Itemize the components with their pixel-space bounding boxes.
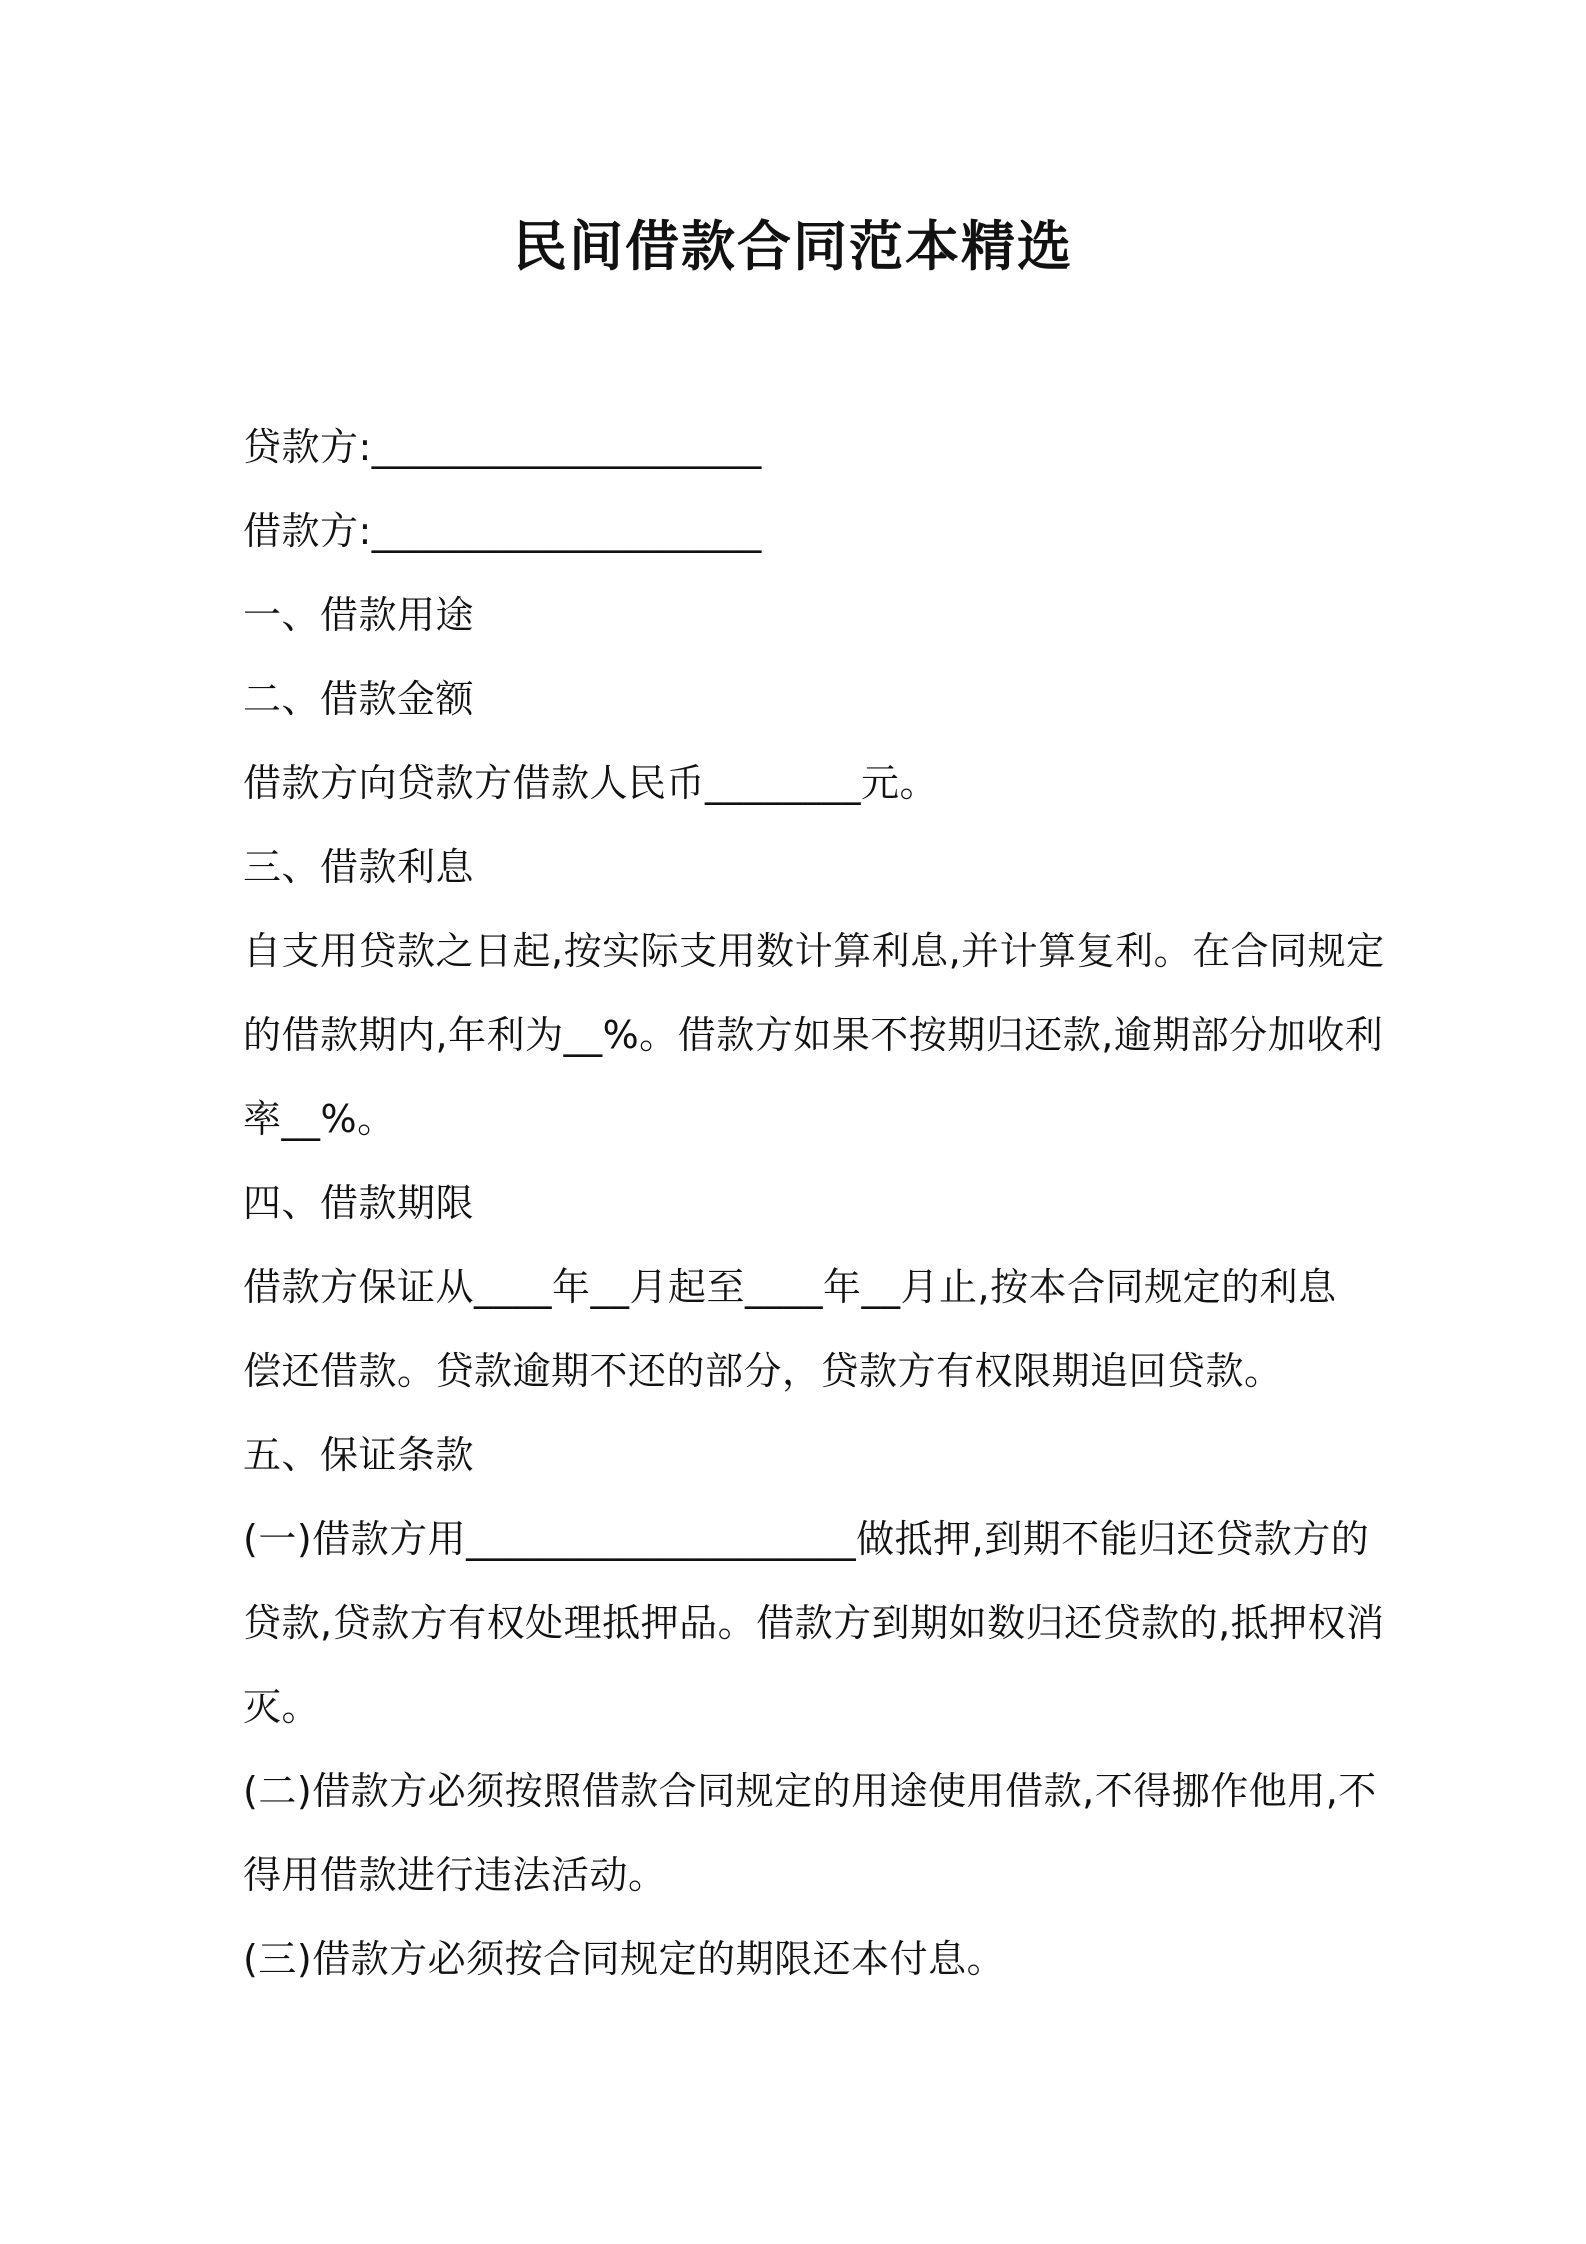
paragraph-line: 借款方保证从____年__月起至____年__月止,按本合同规定的利息 [243, 1265, 1337, 1309]
paragraph-line: 借款方向贷款方借款人民币________元。 [243, 761, 939, 805]
document-body [243, 405, 1385, 2001]
paragraph-line: 的借款期内,年利为__%。借款方如果不按期归还款,逾期部分加收利 [243, 1013, 1384, 1057]
paragraph-line: (三)借款方必须按合同规定的期限还本付息。 [243, 1937, 1006, 1981]
paragraph-line: 自支用贷款之日起,按实际支用数计算利息,并计算复利。在合同规定 [243, 929, 1385, 973]
paragraph-line: (二)借款方必须按照借款合同规定的用途使用借款,不得挪作他用,不 [243, 1769, 1377, 1813]
paragraph-line: 率__%。 [243, 1097, 396, 1141]
paragraph-line: (一)借款方用____________________做抵押,到期不能归还贷款方的 [243, 1517, 1370, 1561]
paragraph-line: 贷款,贷款方有权处理抵押品。借款方到期如数归还贷款的,抵押权消 [243, 1601, 1385, 1645]
borrower-line: 借款方:____________________ [243, 509, 762, 553]
document-title: 民间借款合同范本精选 [513, 215, 1073, 278]
section-heading-term: 四、借款期限 [243, 1181, 475, 1225]
section-heading-guarantee: 五、保证条款 [243, 1433, 475, 1477]
section-heading-purpose: 一、借款用途 [243, 593, 475, 637]
paragraph-line: 偿还借款。贷款逾期不还的部分，贷款方有权限期追回贷款。 [243, 1349, 1283, 1393]
lender-line: 贷款方:____________________ [243, 425, 762, 469]
section-heading-interest: 三、借款利息 [243, 845, 475, 889]
paragraph-line: 得用借款进行违法活动。 [243, 1853, 667, 1897]
paragraph-line: 灭。 [243, 1685, 321, 1729]
section-heading-amount: 二、借款金额 [243, 677, 475, 721]
